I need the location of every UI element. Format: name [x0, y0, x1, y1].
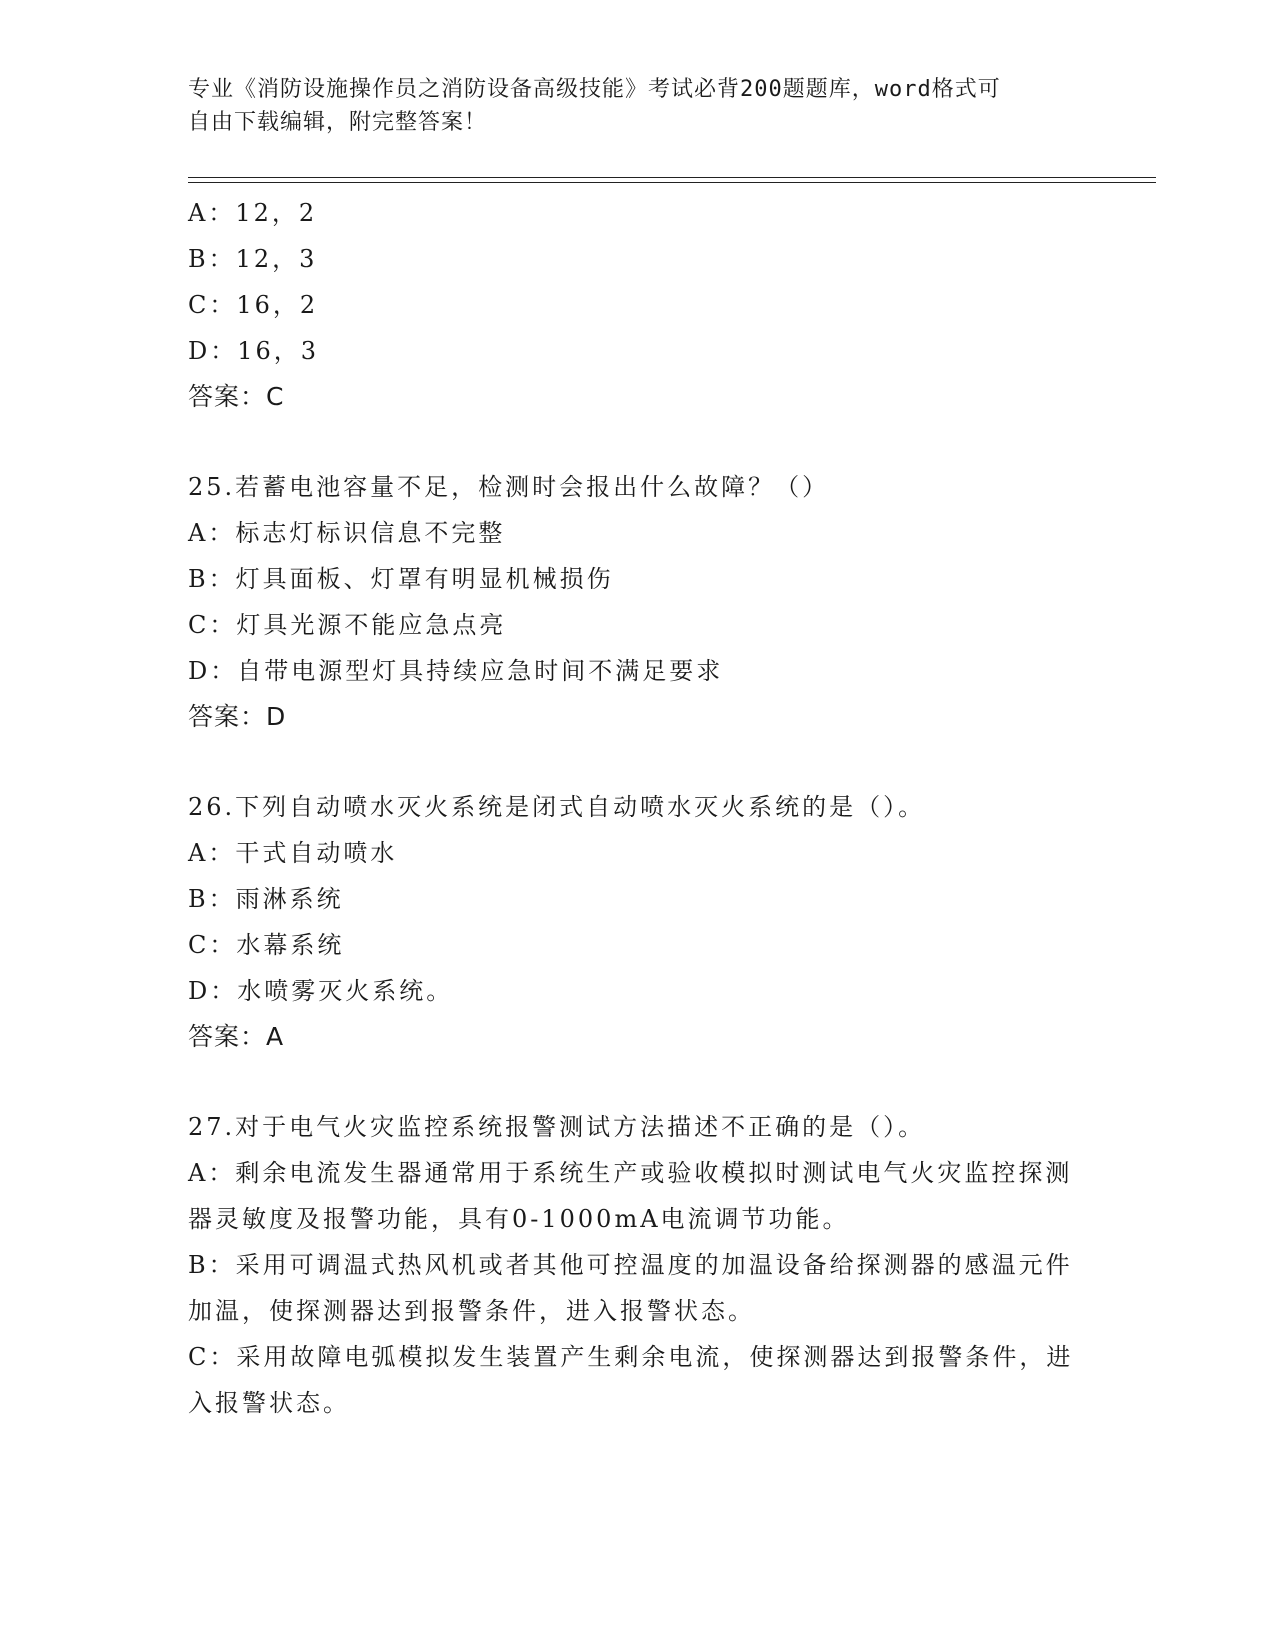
- option-c: C：灯具光源不能应急点亮: [188, 611, 507, 639]
- option-b: B：灯具面板、灯罩有明显机械损伤: [188, 565, 614, 593]
- question-26-block: [188, 784, 1088, 1060]
- question-24-block: [188, 190, 1088, 420]
- option-a: A：干式自动喷水: [188, 839, 398, 867]
- answer-line: 答案：D: [188, 702, 287, 731]
- option-b: B：雨淋系统: [188, 885, 344, 913]
- option-a: A：标志灯标识信息不完整: [188, 519, 506, 547]
- question-text: 25.若蓄电池容量不足，检测时会报出什么故障？（）: [188, 473, 830, 501]
- header-divider-top: [188, 177, 1156, 178]
- question-27-block: [188, 1104, 1088, 1426]
- option-d: D：自带电源型灯具持续应急时间不满足要求: [188, 657, 724, 685]
- option-a: A：剩余电流发生器通常用于系统生产或验收模拟时测试电气火灾监控探测器灵敏度及报警功能，具有0-1000mA电流调节功能。: [188, 1159, 1073, 1233]
- option-d: D：水喷雾灭火系统。: [188, 977, 454, 1005]
- spacer: [188, 1060, 1088, 1104]
- spacer: [188, 740, 1088, 784]
- spacer: [188, 420, 1088, 464]
- option-c: C：16，2: [188, 291, 319, 319]
- answer-line: 答案：A: [188, 1022, 285, 1051]
- question-25-block: [188, 464, 1088, 740]
- document-header: [188, 73, 1088, 139]
- option-a: A：12，2: [188, 199, 318, 227]
- header-line-1: 专业《消防设施操作员之消防设备高级技能》考试必背200题题库，word格式可: [188, 77, 1001, 102]
- option-b: B：采用可调温式热风机或者其他可控温度的加温设备给探测器的感温元件加温，使探测器达到报警条件，进入报警状态。: [188, 1251, 1073, 1325]
- header-divider-bottom: [188, 182, 1156, 183]
- option-b: B：12，3: [188, 245, 318, 273]
- question-text: 27.对于电气火灾监控系统报警测试方法描述不正确的是（）。: [188, 1113, 926, 1141]
- option-c: C：采用故障电弧模拟发生装置产生剩余电流，使探测器达到报警条件，进入报警状态。: [188, 1343, 1074, 1417]
- header-line-2: 自由下载编辑，附完整答案！: [188, 110, 488, 135]
- question-content: [188, 190, 1088, 1426]
- answer-line: 答案：C: [188, 382, 285, 411]
- option-c: C：水幕系统: [188, 931, 345, 959]
- question-text: 26.下列自动喷水灭火系统是闭式自动喷水灭火系统的是（）。: [188, 793, 926, 821]
- option-d: D：16，3: [188, 337, 320, 365]
